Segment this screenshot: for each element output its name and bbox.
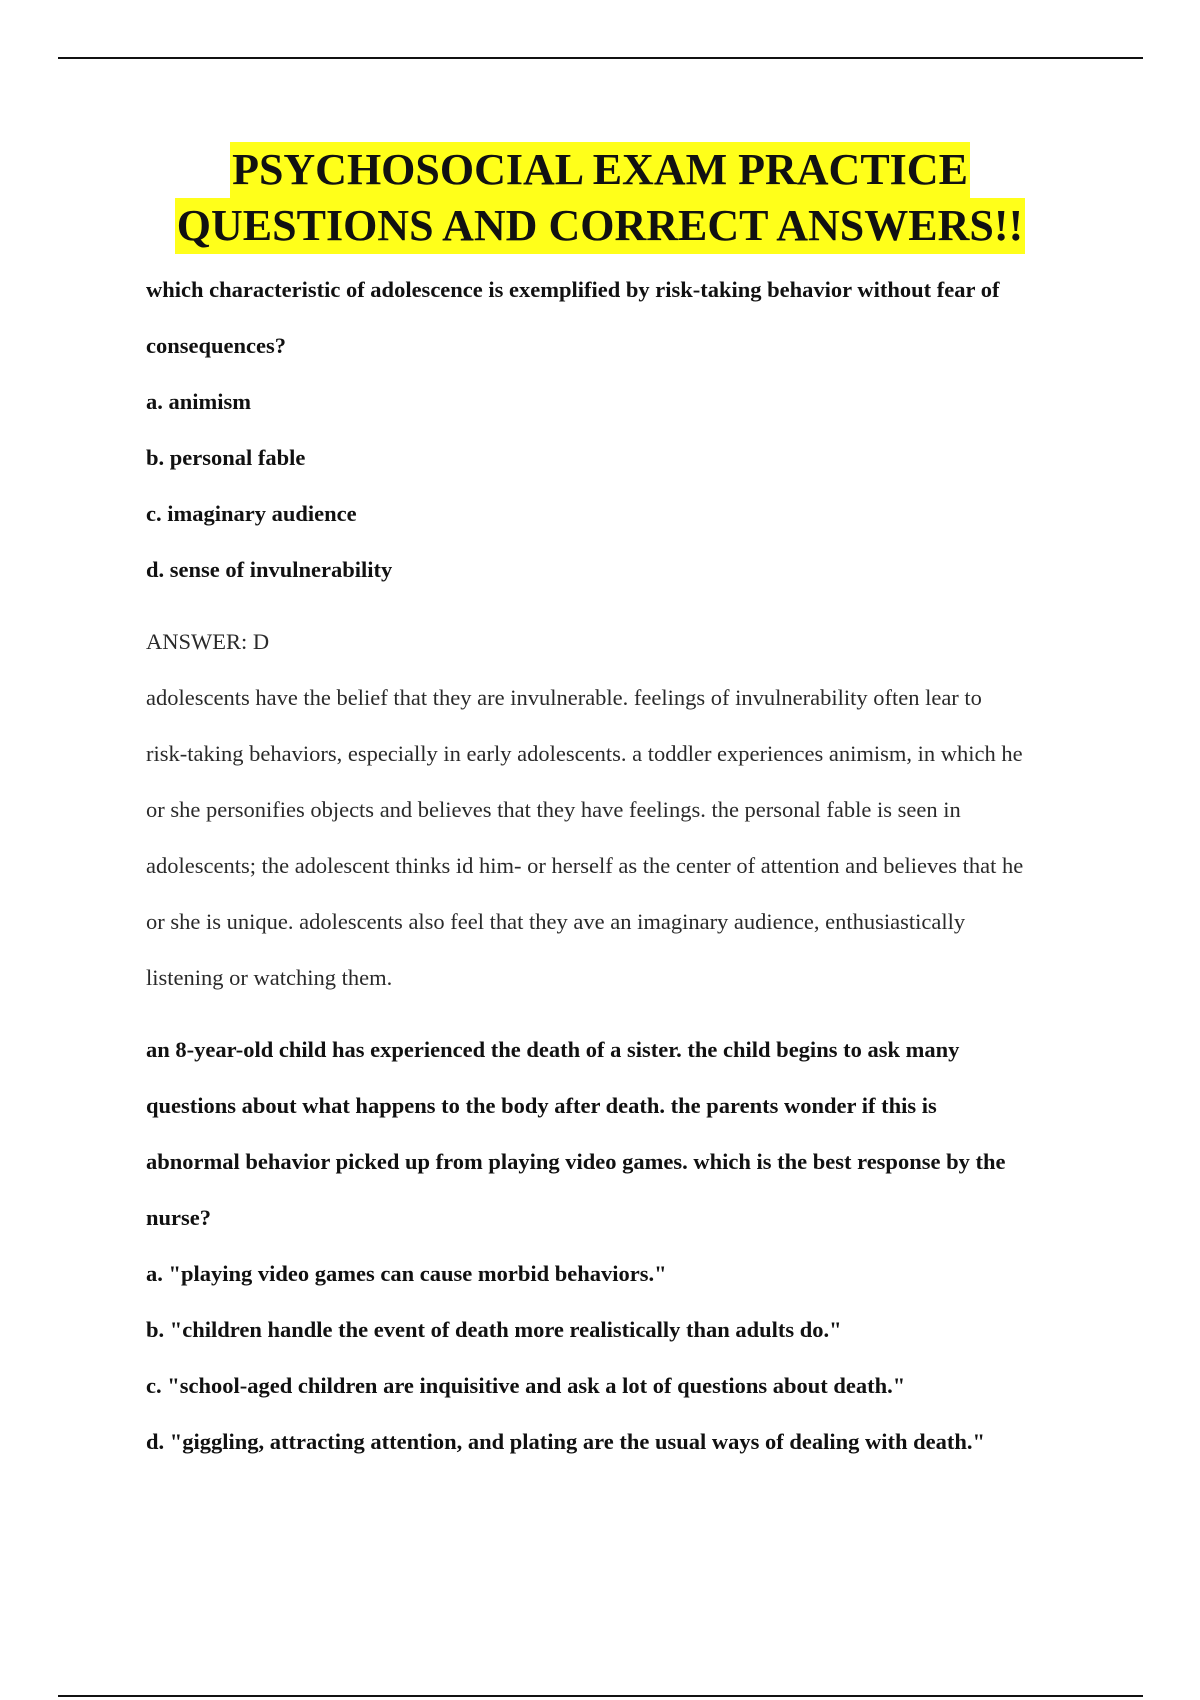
option-a: a. "playing video games can cause morbid behaviors." — [146, 1261, 667, 1286]
explanation-line: adolescents have the belief that they are invulnerable. feelings of invulnerability often lear to — [146, 685, 982, 710]
question-stem-line: nurse? — [146, 1205, 212, 1230]
explanation-line: or she is unique. adolescents also feel that they ave an imaginary audience, enthusiastically — [146, 909, 966, 934]
option-d: d. "giggling, attracting attention, and plating are the usual ways of dealing with death." — [146, 1429, 986, 1454]
question-2 — [146, 1022, 1136, 1470]
option-c: c. "school-aged children are inquisitive and ask a lot of questions about death." — [146, 1373, 906, 1398]
explanation-line: or she personifies objects and believes that they have feelings. the personal fable is seen in — [146, 797, 961, 822]
explanation-line: listening or watching them. — [146, 965, 393, 990]
bottom-rule — [58, 1695, 1143, 1697]
title-line-2: QUESTIONS AND CORRECT ANSWERS!! — [175, 198, 1025, 254]
document-body — [146, 262, 1136, 1470]
question-stem-line: consequences? — [146, 333, 286, 358]
option-a: a. animism — [146, 389, 252, 414]
answer-label: ANSWER: D — [146, 629, 270, 654]
question-stem-line: abnormal behavior picked up from playing video games. which is the best response by the — [146, 1149, 1006, 1174]
explanation-line: adolescents; the adolescent thinks id him- or herself as the center of attention and believes that he — [146, 853, 1024, 878]
title-line-1: PSYCHOSOCIAL EXAM PRACTICE — [230, 142, 970, 198]
question-stem-line: an 8-year-old child has experienced the death of a sister. the child begins to ask many — [146, 1037, 960, 1062]
option-d: d. sense of invulnerability — [146, 557, 393, 582]
option-c: c. imaginary audience — [146, 501, 357, 526]
question-1 — [146, 262, 1136, 1006]
option-b: b. "children handle the event of death more realistically than adults do." — [146, 1317, 842, 1342]
option-b: b. personal fable — [146, 445, 306, 470]
question-stem-line: questions about what happens to the body after death. the parents wonder if this is — [146, 1093, 937, 1118]
explanation-line: risk-taking behaviors, especially in early adolescents. a toddler experiences animism, in which he — [146, 741, 1023, 766]
question-stem-line: which characteristic of adolescence is exemplified by risk-taking behavior without fear of — [146, 277, 1000, 302]
top-rule — [58, 57, 1143, 59]
page-title — [0, 142, 1200, 254]
